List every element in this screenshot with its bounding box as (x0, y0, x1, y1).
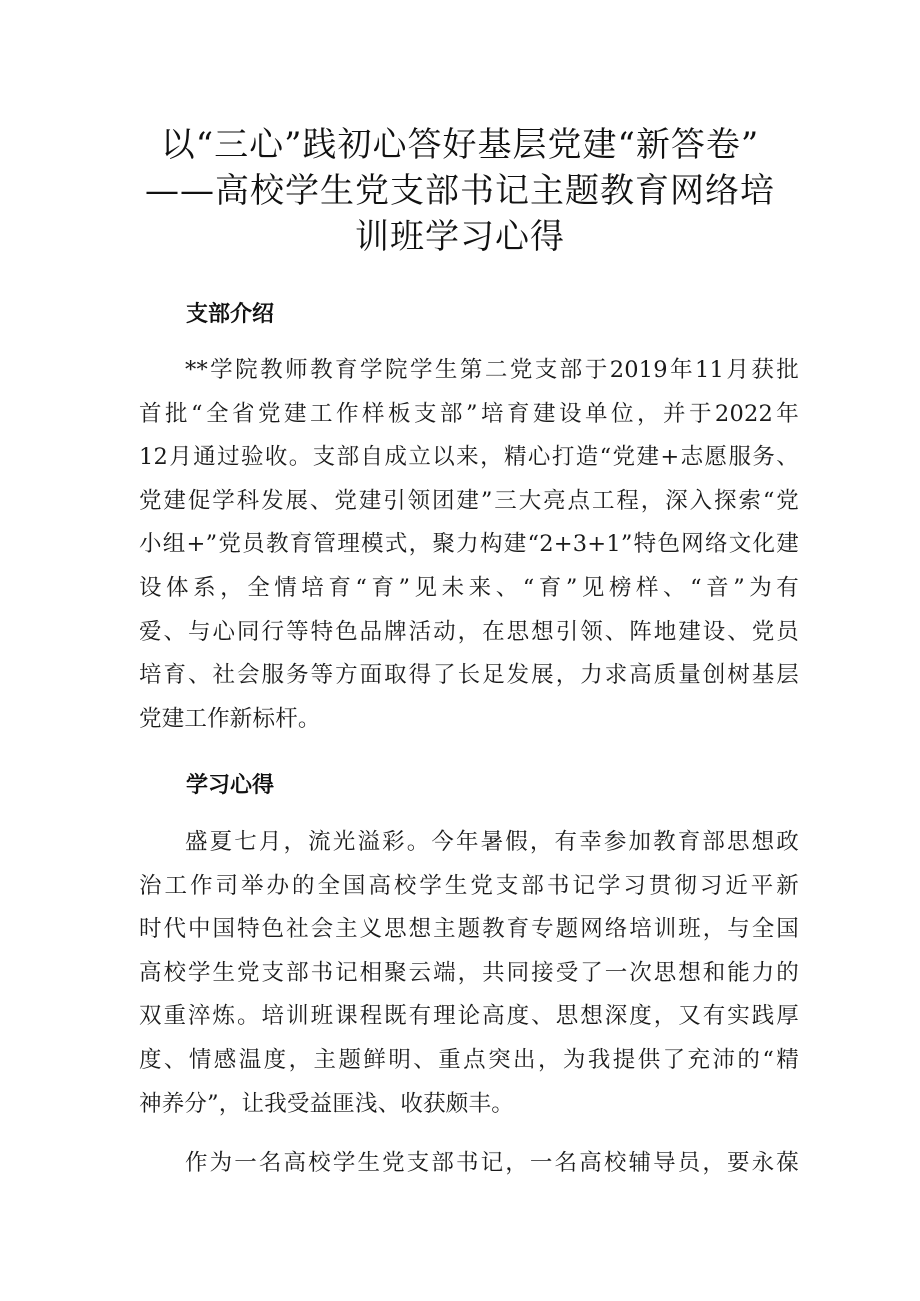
text-line: 作为一名高校学生党支部书记，一名高校辅导员，要永葆 (185, 1150, 799, 1176)
title-line: 以“三心”践初心答好基层党建“新答卷” (160, 125, 760, 165)
document-title (100, 122, 820, 260)
text-line: 度、情感温度，主题鲜明、重点突出，为我提供了充沛的“精 (139, 1046, 799, 1073)
paragraph-branch-intro (139, 349, 799, 741)
paragraph-study-notes-2 (139, 1142, 799, 1186)
text-line: 培育、社会服务等方面取得了长足发展，力求高质量创树基层 (139, 662, 799, 689)
text-line: 首批“全省党建工作样板支部”培育建设单位，并于2022年 (139, 400, 799, 427)
text-line: 治工作司举办的全国高校学生党支部书记学习贯彻习近平新 (139, 872, 799, 899)
text-line: 设体系，全情培育“育”见未来、“育”见榜样、“音”为有 (139, 574, 799, 601)
text-line: **学院教师教育学院学生第二党支部于2019年11月获批 (185, 357, 799, 383)
section-heading-branch-intro: 支部介绍 (186, 302, 275, 327)
title-line: ——高校学生党支部书记主题教育网络培 (145, 171, 775, 211)
title-line: 训班学习心得 (355, 217, 565, 257)
text-line: 高校学生党支部书记相聚云端，共同接受了一次思想和能力的 (139, 959, 799, 986)
text-line: 党建工作新标杆。 (139, 705, 321, 732)
text-line: 时代中国特色社会主义思想主题教育专题网络培训班，与全国 (139, 916, 799, 943)
section-heading-study-notes: 学习心得 (186, 773, 275, 798)
text-line: 爱、与心同行等特色品牌活动，在思想引领、阵地建设、党员 (139, 618, 799, 645)
paragraph-study-notes-1 (139, 821, 799, 1126)
text-line: 盛夏七月，流光溢彩。今年暑假，有幸参加教育部思想政 (185, 829, 799, 855)
text-line: 党建促学科发展、党建引领团建”三大亮点工程，深入探索“党 (139, 487, 799, 514)
text-line: 小组+”党员教育管理模式，聚力构建“2+3+1”特色网络文化建 (139, 531, 799, 558)
text-line: 神养分”，让我受益匪浅、收获颇丰。 (139, 1090, 514, 1117)
text-line: 双重淬炼。培训班课程既有理论高度、思想深度，又有实践厚 (139, 1003, 799, 1030)
text-line: 12月通过验收。支部自成立以来，精心打造“党建+志愿服务、 (139, 444, 799, 471)
